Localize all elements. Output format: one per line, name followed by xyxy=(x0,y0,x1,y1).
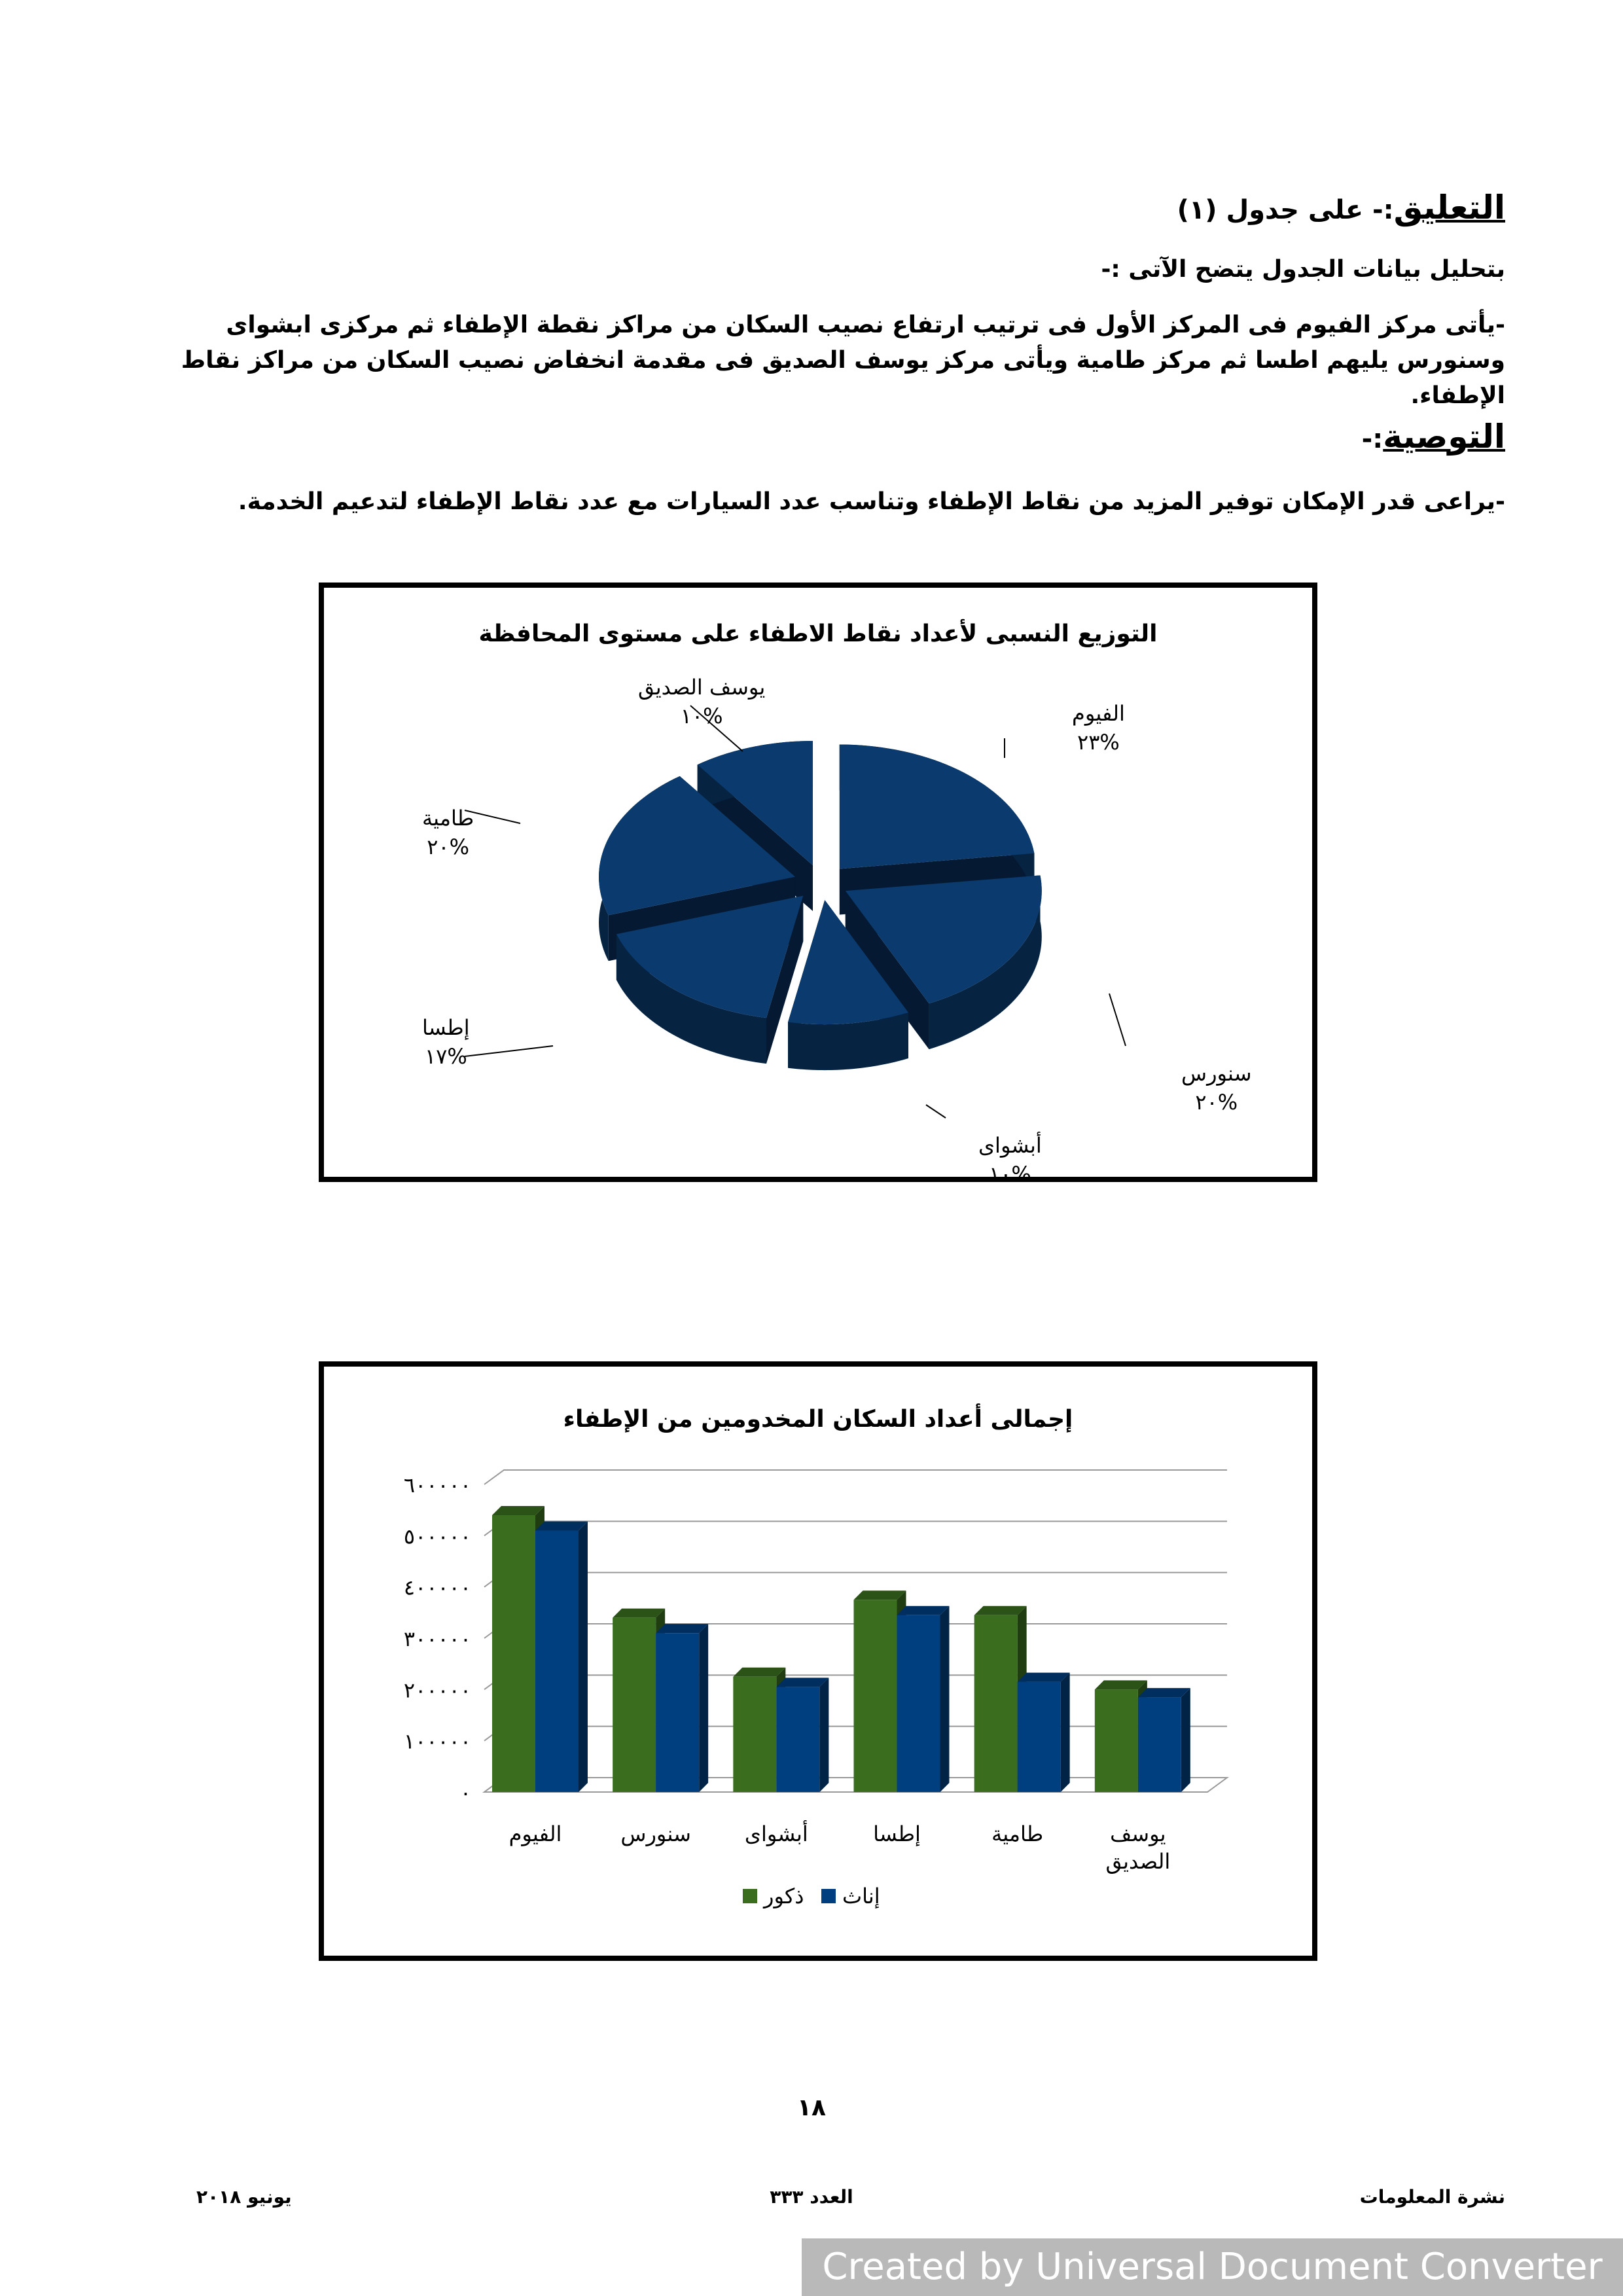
bar-category-2: أبشواى xyxy=(744,1821,808,1846)
pie-chart-title: التوزيع النسبى لأعداد نقاط الاطفاء على مستوى المحافظة xyxy=(478,620,1158,647)
pie-label-2 xyxy=(978,1131,1042,1189)
pie-label-value-5: %١٠ xyxy=(680,704,723,728)
pie-label-name-4: طامية xyxy=(422,806,474,831)
pie-label-value-0: %٢٣ xyxy=(1077,730,1120,755)
pie-label-0 xyxy=(1072,699,1125,757)
bar-category-5-line2: الصديق xyxy=(1105,1849,1171,1874)
pie-label-name-2: أبشواى xyxy=(978,1133,1042,1158)
legend-label-1: إناث xyxy=(842,1884,880,1909)
pie-label-1 xyxy=(1181,1059,1252,1117)
legend-swatch-1 xyxy=(821,1889,836,1903)
comment-heading-line xyxy=(118,190,1505,229)
pie-label-4 xyxy=(422,804,474,861)
bar-gridline-5 xyxy=(484,1521,1227,1535)
pie-label-5 xyxy=(638,673,765,730)
comment-intro: بتحليل بيانات الجدول يتضح الآتى :- xyxy=(1101,256,1505,283)
comment-body: -يأتى مركز الفيوم فى المركز الأول فى ترتيب ارتفاع نصيب السكان من مراكز نقطة الإطفاء ثم مركزى ابشواى وسنورس يليهم اطسا ثم مركز طامية ويأتى مركز يوسف الصديق فى مقدمة انخفاض نصيب السكان من مراكز نقاط الإطفاء. xyxy=(181,312,1505,409)
bar-ytick-5: ٥٠٠٠٠٠ xyxy=(403,1524,471,1549)
watermark: Created by Universal Document Converter xyxy=(802,2238,1623,2296)
bar-category-5: يوسف xyxy=(1110,1821,1166,1846)
pie-label-name-5: يوسف الصديق xyxy=(638,675,766,700)
footer-issue: العدد ٣٣٣ xyxy=(770,2186,853,2208)
bar-gridline-4 xyxy=(484,1573,1227,1587)
legend-label-0: ذكور xyxy=(764,1884,804,1909)
bar-category-3: إطسا xyxy=(873,1821,921,1846)
footer-date: يونيو ٢٠١٨ xyxy=(196,2186,292,2208)
recommendation-body: -يراعى قدر الإمكان توفير المزيد من نقاط الإطفاء وتناسب عدد السيارات مع عدد نقاط الإطفاء لتدعيم الخدمة. xyxy=(238,488,1505,515)
bar-3-1 xyxy=(897,1606,950,1792)
bar-ytick-6: ٦٠٠٠٠٠ xyxy=(403,1473,471,1498)
pie-label-value-4: %٢٠ xyxy=(427,834,469,859)
pie-leader-line-3 xyxy=(465,1046,553,1056)
bar-category-1: سنورس xyxy=(620,1821,691,1846)
pie-leader-line-2 xyxy=(926,1105,946,1118)
pie-label-name-1: سنورس xyxy=(1181,1061,1252,1086)
bar-chart-box xyxy=(319,1361,1317,1961)
pie-label-name-3: إطسا xyxy=(422,1015,470,1040)
pie-label-name-0: الفيوم xyxy=(1072,701,1125,726)
bar-chart xyxy=(324,1367,1312,1956)
bar-ytick-4: ٤٠٠٠٠٠ xyxy=(403,1575,471,1600)
pie-chart-box xyxy=(319,583,1317,1187)
pie-label-value-1: %٢٠ xyxy=(1195,1090,1238,1115)
legend-swatch-0 xyxy=(743,1889,757,1903)
recommendation-heading: التوصية xyxy=(1383,418,1505,456)
pie-label-value-3: %١٧ xyxy=(424,1044,467,1069)
pie-leader-line-1 xyxy=(1109,994,1126,1046)
recommendation-heading-suffix: :- xyxy=(1361,424,1383,454)
pie-label-value-2: %١٠ xyxy=(989,1162,1031,1187)
bar-chart-title: إجمالى أعداد السكان المخدومين من الإطفاء xyxy=(563,1406,1073,1433)
page-number: ١٨ xyxy=(797,2094,826,2121)
recommendation-heading-line xyxy=(118,419,1505,458)
bar-0-1 xyxy=(535,1522,588,1793)
comment-heading-suffix: :- على جدول (١) xyxy=(1177,195,1394,225)
bar-ytick-2: ٢٠٠٠٠٠ xyxy=(403,1677,471,1703)
bar-category-4: طامية xyxy=(991,1821,1044,1846)
bar-ytick-0: ٠ xyxy=(459,1780,471,1805)
bar-ytick-1: ١٠٠٠٠٠ xyxy=(403,1729,471,1754)
footer-publication: نشرة المعلومات xyxy=(1359,2186,1505,2208)
bar-gridline-6 xyxy=(484,1470,1227,1484)
bar-category-0: الفيوم xyxy=(508,1821,562,1846)
bar-5-1 xyxy=(1138,1688,1190,1792)
bar-1-1 xyxy=(656,1624,708,1792)
bar-4-1 xyxy=(1018,1673,1070,1792)
bar-ytick-3: ٣٠٠٠٠٠ xyxy=(403,1626,471,1651)
pie-label-3 xyxy=(422,1013,470,1071)
comment-heading: التعليق xyxy=(1393,188,1505,226)
pie-chart xyxy=(324,588,1312,1177)
bar-2-1 xyxy=(776,1677,829,1792)
